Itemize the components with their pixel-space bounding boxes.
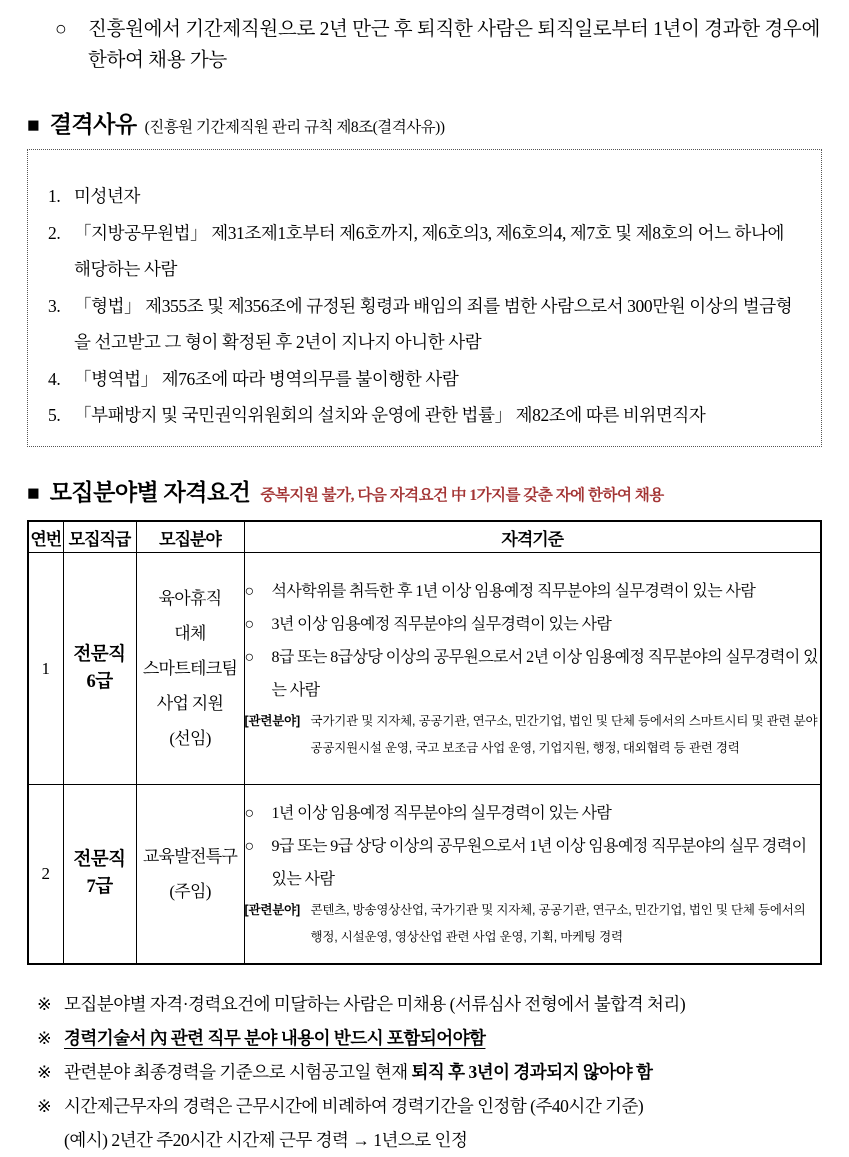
grade-line: 7급 bbox=[86, 877, 113, 897]
field-line: 대체 bbox=[174, 624, 206, 643]
item-number: 2. bbox=[48, 222, 61, 243]
square-marker-icon: ■ bbox=[27, 113, 40, 137]
table-row bbox=[28, 785, 821, 965]
footnotes bbox=[37, 987, 822, 1157]
criteria-text: 8급 또는 8급상당 이상의 공무원으로서 2년 이상 임용예정 직무분야의 실무경력이 있는 사람 bbox=[271, 649, 818, 699]
list-item bbox=[48, 288, 803, 361]
header-criteria: 자격기준 bbox=[244, 521, 821, 553]
note-line bbox=[37, 987, 822, 1021]
item-number: 1. bbox=[48, 186, 61, 206]
item-text: 「부패방지 및 국민권익위원회의 설치와 운영에 관한 법률」 제82조에 따른 비위면직자 bbox=[74, 405, 706, 425]
disqualification-title: 결격사유 bbox=[49, 112, 137, 137]
note-text-normal: 관련분야 최종경력을 기준으로 시험공고일 현재 bbox=[64, 1062, 412, 1082]
criteria-bullet bbox=[245, 797, 821, 830]
criteria-text: 9급 또는 9급 상당 이상의 공무원으로서 1년 이상 임용예정 직무분야의 실무 경력이 있는 사람 bbox=[271, 838, 807, 888]
note-text: 시간제근무자의 경력은 근무시간에 비례하여 경력기간을 인정함 (주40시간 기준) bbox=[64, 1096, 644, 1116]
field-line: 육아휴직 bbox=[158, 589, 222, 608]
note-text: 경력기술서 內 관련 직무 분야 내용이 반드시 포함되어야함 bbox=[64, 1028, 486, 1048]
related-fields-label: [관련분야] bbox=[244, 903, 300, 917]
note-text-bold: 퇴직 후 3년이 경과되지 않아야 함 bbox=[411, 1062, 653, 1082]
cell-field bbox=[136, 785, 244, 965]
table-header-row bbox=[28, 521, 821, 553]
item-text: 미성년자 bbox=[74, 186, 141, 206]
note-marker-icon: ※ bbox=[37, 1096, 52, 1116]
criteria-text: 1년 이상 임용예정 직무분야의 실무경력이 있는 사람 bbox=[271, 805, 612, 822]
grade-line: 6급 bbox=[86, 671, 113, 692]
cell-grade bbox=[63, 785, 136, 965]
list-item bbox=[48, 178, 803, 215]
item-text: 「지방공무원법」 제31조제1호부터 제6호까지, 제6호의3, 제6호의4, 제7호 및 제8호의 어느 하나에 해당하는 사람 bbox=[74, 222, 785, 279]
list-item bbox=[48, 215, 803, 288]
note-example-line bbox=[64, 1123, 822, 1157]
disqualification-box bbox=[27, 149, 822, 447]
recruitment-section-header bbox=[27, 474, 822, 507]
criteria-bullet bbox=[245, 575, 821, 608]
note-text: (예시) 2년간 주20시간 시간제 근무 경력 → 1년으로 인정 bbox=[64, 1130, 468, 1150]
disqualification-subtitle: (진흥원 기간제직원 관리 규칙 제8조(결격사유)) bbox=[144, 119, 445, 136]
intro-paragraph bbox=[55, 14, 825, 76]
item-text: 「형법」 제355조 및 제356조에 규정된 횡령과 배임의 죄를 범한 사람으로서 300만원 이상의 벌금형을 선고받고 그 형이 확정된 후 2년이 지나지 아니한 사람 bbox=[74, 295, 793, 352]
cell-criteria bbox=[244, 553, 821, 785]
header-no: 연번 bbox=[28, 521, 63, 553]
field-line: (선임) bbox=[169, 729, 211, 748]
circle-bullet-icon: ○ bbox=[244, 583, 254, 600]
field-line: 스마트테크팀 bbox=[142, 659, 238, 678]
list-item bbox=[48, 397, 803, 434]
related-fields-label: [관련분야] bbox=[244, 714, 300, 728]
qualification-table bbox=[27, 520, 822, 965]
criteria-bullet bbox=[245, 830, 821, 896]
related-fields-text: 국가기관 및 지자체, 공공기관, 연구소, 민간기업, 법인 및 단체 등에서의 스마트시티 및 관련 분야 공공지원시설 운영, 국고 보조금 사업 운영, 기업지원, 행정, 대외협력 등 관련 경력 bbox=[310, 714, 818, 755]
field-line: (주임) bbox=[169, 882, 211, 901]
related-fields-block bbox=[245, 708, 821, 762]
circle-bullet-icon: ○ bbox=[244, 805, 254, 822]
note-marker-icon: ※ bbox=[37, 994, 52, 1014]
square-marker-icon: ■ bbox=[27, 481, 40, 505]
header-grade: 모집직급 bbox=[63, 521, 136, 553]
cell-row-number: 2 bbox=[28, 785, 63, 965]
grade-line: 전문직 bbox=[73, 850, 126, 870]
grade-line: 전문직 bbox=[73, 644, 126, 665]
note-line bbox=[37, 1021, 822, 1055]
field-line: 사업 지원 bbox=[156, 694, 224, 713]
cell-field bbox=[136, 553, 244, 785]
note-text bbox=[64, 1055, 822, 1089]
criteria-bullet bbox=[245, 608, 821, 641]
note-text: 모집분야별 자격·경력요건에 미달하는 사람은 미채용 (서류심사 전형에서 불합격 처리) bbox=[64, 994, 686, 1014]
item-number: 3. bbox=[48, 295, 61, 316]
circle-bullet-icon: ○ bbox=[244, 616, 254, 633]
note-line bbox=[37, 1089, 822, 1123]
note-line bbox=[37, 1055, 822, 1089]
related-fields-block bbox=[245, 897, 821, 951]
disqualification-section-header bbox=[27, 106, 822, 139]
item-text: 「병역법」 제76조에 따라 병역의무를 불이행한 사람 bbox=[74, 368, 459, 389]
circle-bullet-icon: ○ bbox=[244, 838, 254, 855]
field-line: 교육발전특구 bbox=[142, 847, 238, 866]
criteria-text: 석사학위를 취득한 후 1년 이상 임용예정 직무분야의 실무경력이 있는 사람 bbox=[271, 583, 756, 600]
table-row bbox=[28, 553, 821, 785]
cell-row-number: 1 bbox=[28, 553, 63, 785]
list-item bbox=[48, 361, 803, 398]
circle-bullet-icon: ○ bbox=[55, 19, 67, 40]
cell-criteria bbox=[244, 785, 821, 965]
recruitment-notice: 중복지원 불가, 다음 자격요건 中 1가지를 갖춘 자에 한하여 채용 bbox=[260, 487, 664, 504]
item-number: 4. bbox=[48, 368, 61, 389]
circle-bullet-icon: ○ bbox=[244, 649, 254, 666]
item-number: 5. bbox=[48, 405, 61, 425]
note-marker-icon: ※ bbox=[37, 1028, 52, 1048]
criteria-text: 3년 이상 임용예정 직무분야의 실무경력이 있는 사람 bbox=[271, 616, 612, 633]
header-field: 모집분야 bbox=[136, 521, 244, 553]
related-fields-text: 콘텐츠, 방송영상산업, 국가기관 및 지자체, 공공기관, 연구소, 민간기업, 법인 및 단체 등에서의 행정, 시설운영, 영상산업 관련 사업 운영, 기획, 마케팅 경력 bbox=[310, 903, 806, 944]
intro-text: 진흥원에서 기간제직원으로 2년 만근 후 퇴직한 사람은 퇴직일로부터 1년이 경과한 경우에 한하여 채용 가능 bbox=[88, 19, 820, 71]
recruitment-title: 모집분야별 자격요건 bbox=[49, 480, 251, 505]
cell-grade bbox=[63, 553, 136, 785]
criteria-bullet bbox=[245, 641, 821, 707]
note-marker-icon: ※ bbox=[37, 1062, 52, 1082]
